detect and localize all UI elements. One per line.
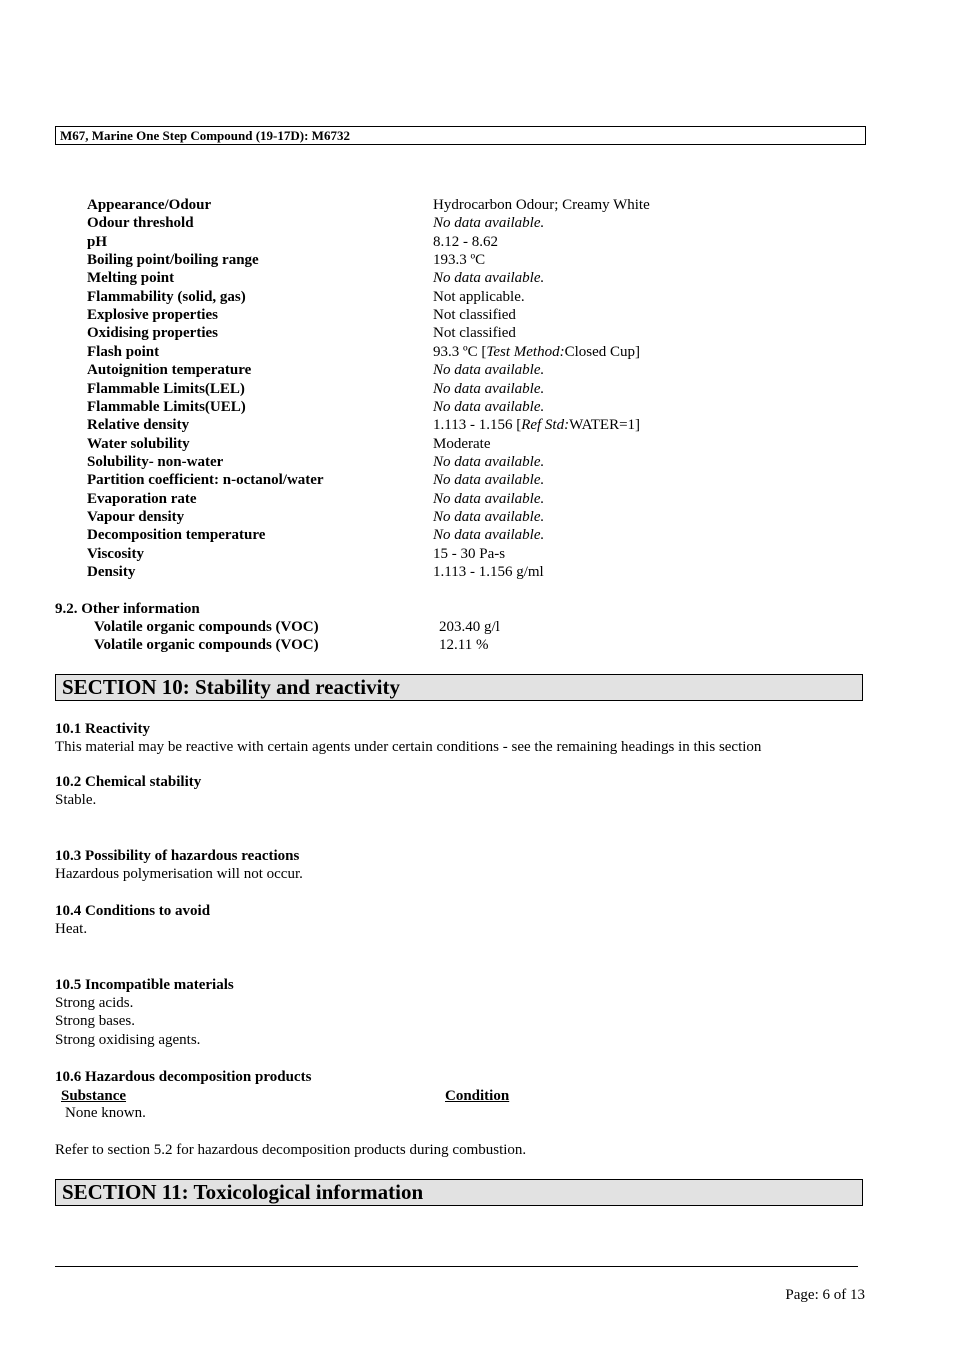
property-value: No data available. xyxy=(433,215,545,231)
property-value: No data available. xyxy=(433,270,545,286)
incompatible-item: Strong acids. xyxy=(55,995,134,1011)
property-value: No data available. xyxy=(433,527,545,543)
property-value: No data available. xyxy=(433,362,545,378)
property-label: Appearance/Odour xyxy=(87,197,212,213)
property-value: 1.113 - 1.156 g/ml xyxy=(433,564,544,580)
property-value: No data available. xyxy=(433,381,545,397)
property-value: No data available. xyxy=(433,472,545,488)
decomposition-note: Refer to section 5.2 for hazardous decomposition products during combustion. xyxy=(55,1142,527,1158)
voc-value-2: 12.11 % xyxy=(439,637,489,653)
section-10-title: SECTION 10: Stability and reactivity xyxy=(62,675,400,699)
property-label: Relative density xyxy=(87,417,190,433)
property-value-text: 1.113 - 1.156 [ xyxy=(433,417,522,433)
hazardous-reactions-heading: 10.3 Possibility of hazardous reactions xyxy=(55,848,300,864)
property-label: Oxidising properties xyxy=(87,325,218,341)
other-info-heading: 9.2. Other information xyxy=(55,601,200,617)
property-value: 193.3 ºC xyxy=(433,252,486,268)
property-label: Flash point xyxy=(87,344,160,360)
property-label: Density xyxy=(87,564,136,580)
incompatible-item: Strong bases. xyxy=(55,1013,135,1029)
reactivity-text: This material may be reactive with certain agents under certain conditions - see the remaining headings in this section xyxy=(55,739,762,755)
page-number: Page: 6 of 13 xyxy=(785,1287,865,1303)
property-value-text: Closed Cup] xyxy=(564,344,641,360)
incompatible-item: Strong oxidising agents. xyxy=(55,1032,201,1048)
property-value-text: WATER=1] xyxy=(569,417,641,433)
property-value: Not applicable. xyxy=(433,289,525,305)
property-label: Water solubility xyxy=(87,436,190,452)
property-label: Autoignition temperature xyxy=(87,362,252,378)
section-11-bar xyxy=(55,1179,863,1206)
voc-label-1: Volatile organic compounds (VOC) xyxy=(94,619,319,635)
property-value: 15 - 30 Pa-s xyxy=(433,546,506,562)
property-label: Decomposition temperature xyxy=(87,527,266,543)
property-label: Viscosity xyxy=(87,546,144,562)
property-value: No data available. xyxy=(433,454,545,470)
stability-text: Stable. xyxy=(55,792,97,808)
section-10-bar xyxy=(55,674,863,701)
property-value: No data available. xyxy=(433,491,545,507)
property-label: Partition coefficient: n-octanol/water xyxy=(87,472,324,488)
property-label: Boiling point/boiling range xyxy=(87,252,259,268)
property-value: No data available. xyxy=(433,509,545,525)
incompatible-heading: 10.5 Incompatible materials xyxy=(55,977,234,993)
property-label: Solubility- non-water xyxy=(87,454,224,470)
property-value-text: 93.3 ºC [ xyxy=(433,344,487,360)
condition-column-header: Condition xyxy=(445,1088,510,1104)
property-label: Explosive properties xyxy=(87,307,218,323)
property-value: 8.12 - 8.62 xyxy=(433,234,498,250)
property-value xyxy=(433,416,640,434)
document-title: M67, Marine One Step Compound (19-17D): M6732 xyxy=(60,128,350,143)
property-value: Moderate xyxy=(433,436,491,452)
stability-heading: 10.2 Chemical stability xyxy=(55,774,202,790)
property-value: No data available. xyxy=(433,399,545,415)
section-11-title: SECTION 11: Toxicological information xyxy=(62,1180,424,1204)
property-label: Melting point xyxy=(87,270,175,286)
footer-divider xyxy=(55,1266,858,1267)
voc-label-2: Volatile organic compounds (VOC) xyxy=(94,637,319,653)
property-label: pH xyxy=(87,234,108,250)
decomposition-heading: 10.6 Hazardous decomposition products xyxy=(55,1069,312,1085)
property-value-qualifier: Ref Std: xyxy=(521,417,570,433)
conditions-avoid-heading: 10.4 Conditions to avoid xyxy=(55,903,211,919)
property-label: Flammability (solid, gas) xyxy=(87,289,246,305)
property-label: Evaporation rate xyxy=(87,491,197,507)
reactivity-heading: 10.1 Reactivity xyxy=(55,721,150,737)
property-value-qualifier: Test Method: xyxy=(486,344,565,360)
voc-value-1: 203.40 g/l xyxy=(439,619,500,635)
substance-column-header: Substance xyxy=(61,1088,127,1104)
property-label: Odour threshold xyxy=(87,215,194,231)
document-header xyxy=(55,126,866,145)
conditions-avoid-text: Heat. xyxy=(55,921,88,937)
decomposition-value: None known. xyxy=(65,1105,146,1121)
property-label: Vapour density xyxy=(87,509,185,525)
property-value: Not classified xyxy=(433,325,516,341)
hazardous-reactions-text: Hazardous polymerisation will not occur. xyxy=(55,866,303,882)
property-value: Not classified xyxy=(433,307,516,323)
property-value xyxy=(433,343,640,361)
property-label: Flammable Limits(UEL) xyxy=(87,399,246,415)
property-label: Flammable Limits(LEL) xyxy=(87,381,245,397)
property-value: Hydrocarbon Odour; Creamy White xyxy=(433,197,650,213)
